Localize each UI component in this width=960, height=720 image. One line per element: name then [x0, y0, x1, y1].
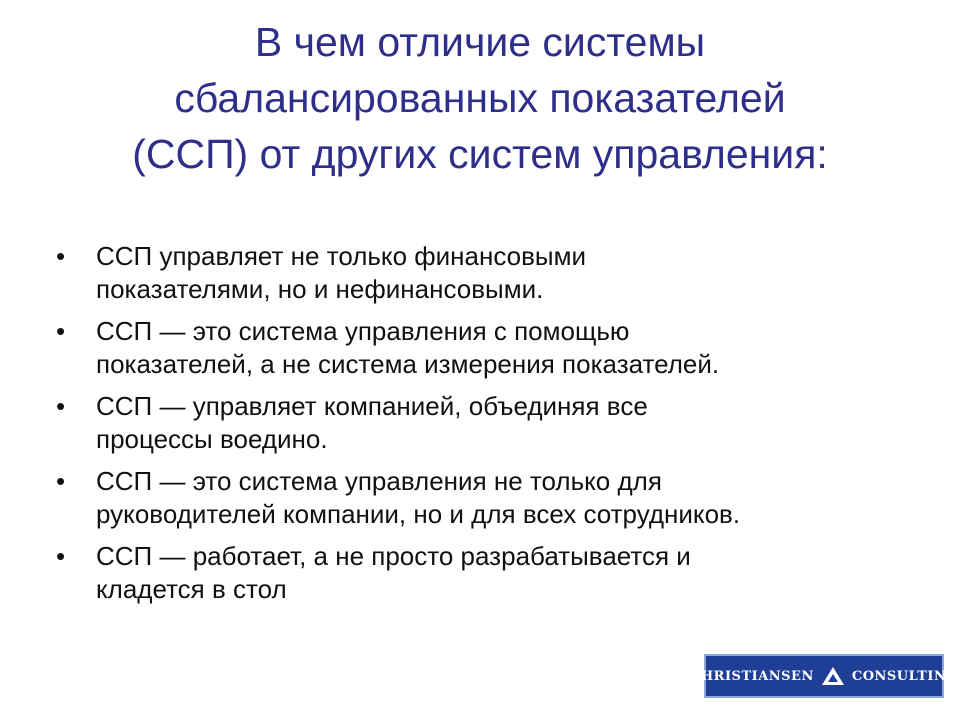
bullet-text-5-line-2: кладется в стол [96, 574, 287, 604]
bullet-text-2-line-1: ССП — это система управления с помощью [96, 316, 630, 346]
bullet-item-1 [56, 240, 916, 306]
bullet-icon: • [56, 541, 66, 571]
bullet-item-5 [56, 540, 916, 606]
bullet-item-2 [56, 315, 916, 381]
bullet-text-1-line-2: показателями, но и нефинансовыми. [96, 274, 544, 304]
bullet-list [56, 240, 916, 615]
bullet-icon: • [56, 391, 66, 421]
logo-left-text: CHRISTIANSEN [690, 668, 814, 684]
bullet-item-4 [56, 465, 916, 531]
bullet-text-4-line-1: ССП — это система управления не только для [96, 466, 662, 496]
bullet-text-3-line-2: процессы воедино. [96, 424, 328, 454]
logo-right-text: CONSULTING [851, 668, 958, 684]
bullet-text-2-line-2: показателей, а не система измерения показателей. [96, 349, 720, 379]
bullet-item-3 [56, 390, 916, 456]
slide-title-line-2: сбалансированных показателей [174, 75, 786, 121]
slide-title [40, 14, 920, 182]
bullet-text-5-line-1: ССП — работает, а не просто разрабатывается и [96, 541, 691, 571]
bullet-text-1-line-1: ССП управляет не только финансовыми [96, 241, 587, 271]
bullet-icon: • [56, 466, 66, 496]
slide-title-line-1: В чем отличие системы [254, 19, 706, 65]
bullet-icon: • [56, 316, 66, 346]
bullet-icon: • [56, 241, 66, 271]
logo-content [690, 667, 958, 685]
bullet-text-4-line-2: руководителей компании, но и для всех сотрудников. [96, 499, 741, 529]
slide-title-line-3: (ССП) от других систем управления: [132, 131, 828, 177]
bullet-text-3-line-1: ССП — управляет компанией, объединяя все [96, 391, 648, 421]
triangle-logo-icon [822, 667, 844, 685]
christiansen-consulting-logo [690, 654, 958, 698]
